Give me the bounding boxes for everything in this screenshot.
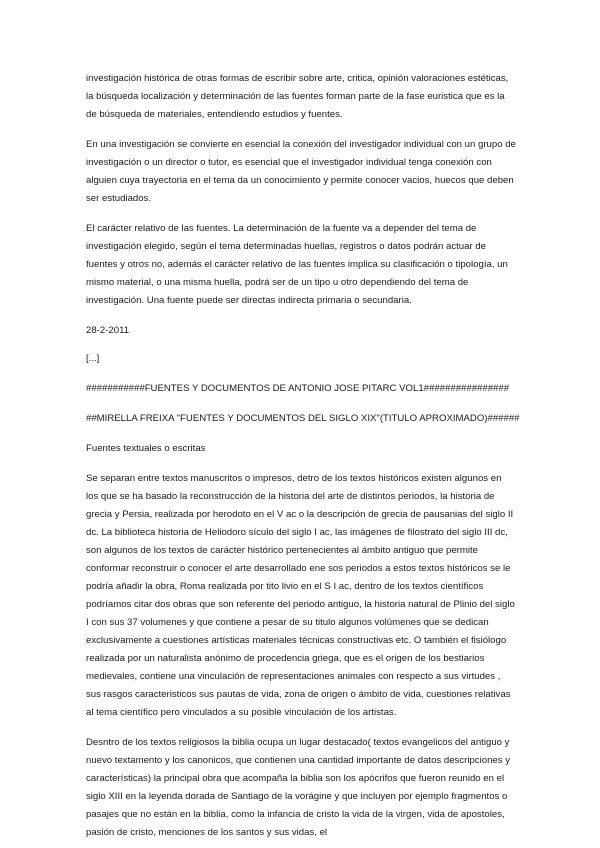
date-line: 28-2-2011	[86, 325, 130, 336]
paragraph-heuristic-phase: investigación histórica de otras formas de escribir sobre arte, critica, opinión valoraciones estéticas, la búsqueda localización y determinación de las fuentes forman parte de la fase euristica que es la de búsqueda de materiales, entendiendo estudios y fuentes.	[86, 73, 509, 120]
paragraph-religious-texts: Desntro de los textos religiosos la biblia ocupa un lugar destacado( textos evangelicos del antiguo y nuevo textamento y los canonicos, que contienen una cantidad importante de datos descripciones y características) la principal obra que acompaña la biblia son los apócrifos que fueron reunido en el siglo XIII en la leyenda dorada de Santiago de la vorágine y que incluyen por ejemplo fragmentos o pasajes que no están en la biblia, como la infancia de cristo la vida de la virgen, vida de apostoles, pasión de cristo, menciones de los santos y sus vidas, el	[86, 737, 510, 838]
ellipsis-line: [...]	[86, 353, 100, 364]
paragraph-historical-texts: Se separan entre textos manuscritos o impresos, detro de los textos históricos existen algunos en los que se ha basado la reconstrucción de la historia del arte de distintos periodos, la historia de grecia y Persia, realizada por herodoto en el V ac o la descripción de grecia de pausanias del siglo II dc. La biblioteca historia de Heliodoro sículo del siglo I ac, las imágenes de filostrato del siglo III dc, son algunos de los textos de carácter histórico pertenecientes al ámbito antiguo que permite conformar reconstruir o conocer el arte desarrollado ene sos periodos a estos textos históricos se le podría añadir la obra, Roma realizada por tito livio en el S I ac, dentro de los textos científicos podríamos citar dos obras que son referente del periodo antiguo, la historia natural de Plinio del siglo I con sus 37 volumenes y que contiene a pesar de su titulo algunos volúmenes que se dedican exclusivamente a cuestiones artísticas materiales técnicas constructivas etc. O también el fisiólogo realizada por un naturalista anónimo de procedencia griega, que es el origen de los bestiarios medievales, contiene una vinculación de representaciones animales con respecto a sus virtudes , sus rasgos caracteristicos sus pautas de vida, zona de origen o ámbito de vida, cuestiones relativas al tema científico pero vinculados a su posible vinculación de los artistas.	[86, 473, 515, 718]
section-title-textual-sources: Fuentes textuales o escritas	[86, 443, 206, 454]
paragraph-research-connection: En una investigación se convierte en esencial la conexión del investigador individual con un grupo de investigación o un director o tutor, es esencial que el investigador individual tenga conexión con alguien cuya trayectoria en el tema da un conocimiento y permite conocer vacios, huecos que deben ser estudiados.	[86, 139, 516, 204]
paragraph-relative-character: El carácter relativo de las fuentes. La determinación de la fuente va a depender del tema de investigación elegido, según el tema determinadas huellas, registros o datos podrán actuar de fuentes y otros no, además el carácter relativo de las fuentes implica su clasificación o tipología, un mismo material, o una misma huella, podrá ser de un tipo u otro dependiendo del tema de investigación. Una fuente puede ser directas indirecta primaria o secundaria.	[86, 223, 508, 306]
heading-freixa: ##MIRELLA FREIXA "FUENTES Y DOCUMENTOS DEL SIGLO XIX"(TITULO APROXIMADO)######	[86, 413, 520, 424]
heading-pitarc: ###########FUENTES Y DOCUMENTOS DE ANTONIO JOSE PITARC VOL1################	[86, 383, 510, 394]
